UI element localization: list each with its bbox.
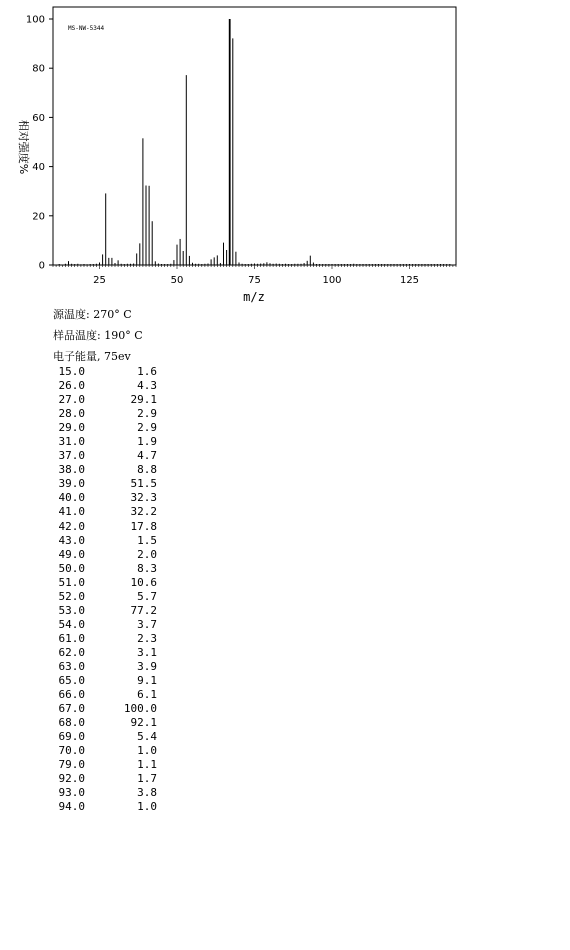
peak-mz: 65.0 <box>58 674 85 688</box>
peak-mz: 93.0 <box>58 786 85 800</box>
peak-row <box>53 365 173 379</box>
peak-mz: 40.0 <box>58 491 85 505</box>
x-tick-label: 75 <box>248 275 261 286</box>
x-tick-label: 125 <box>399 275 420 286</box>
peak-row <box>53 688 173 702</box>
peak-intensity: 1.6 <box>137 365 157 378</box>
peak-mz: 94.0 <box>58 800 85 814</box>
peak-row <box>53 730 173 744</box>
x-axis-label: m/z <box>243 290 265 304</box>
peak-row <box>53 604 173 618</box>
mass-spectrum-chart <box>0 0 570 310</box>
peak-row <box>53 421 173 435</box>
peak-mz: 54.0 <box>58 617 85 631</box>
peak-intensity: 29.1 <box>130 393 157 407</box>
peak-row <box>53 800 173 814</box>
peak-intensity: 32.2 <box>130 505 157 519</box>
peak-row <box>53 407 173 421</box>
peak-row <box>53 772 173 786</box>
peak-mz: 61.0 <box>58 631 85 645</box>
x-tick-label: 50 <box>170 275 184 286</box>
peak-row <box>53 716 173 730</box>
peak-mz: 29.0 <box>58 421 85 435</box>
y-tick-label: 100 <box>25 14 45 26</box>
peak-row <box>53 520 173 534</box>
peak-intensity: 8.3 <box>137 561 157 575</box>
peak-intensity: 2.3 <box>137 631 157 645</box>
peak-mz: 66.0 <box>58 688 85 702</box>
peak-row <box>53 618 173 632</box>
y-tick-label: 60 <box>32 112 45 124</box>
peak-intensity: 5.4 <box>137 730 157 744</box>
peak-mz: 79.0 <box>58 758 85 772</box>
x-tick-label: 25 <box>93 275 106 286</box>
peak-mz: 38.0 <box>58 463 85 477</box>
peak-intensity: 3.7 <box>137 617 157 631</box>
peak-intensity: 1.0 <box>137 744 157 758</box>
y-tick-label: 40 <box>32 162 45 174</box>
peak-row <box>53 562 173 576</box>
x-axis <box>53 265 456 286</box>
peak-intensity: 100.0 <box>123 702 157 716</box>
peak-row <box>53 505 173 519</box>
y-tick-label: 80 <box>32 63 45 75</box>
peak-mz: 53.0 <box>58 603 85 617</box>
peak-mz: 42.0 <box>58 519 85 533</box>
peak-mz: 92.0 <box>58 772 85 786</box>
peak-intensity: 3.8 <box>137 786 157 800</box>
peak-row <box>53 576 173 590</box>
peak-intensity: 1.7 <box>137 772 157 786</box>
peak-row <box>53 702 173 716</box>
peak-mz: 41.0 <box>58 505 85 519</box>
peak-mz: 37.0 <box>58 449 85 463</box>
peak-mz: 15.0 <box>58 365 85 378</box>
peak-mz: 31.0 <box>58 435 85 449</box>
peak-row <box>53 534 173 548</box>
peak-mz: 69.0 <box>58 730 85 744</box>
peak-intensity: 4.3 <box>137 379 157 393</box>
peak-row <box>53 449 173 463</box>
peak-row <box>53 393 173 407</box>
peak-row <box>53 590 173 604</box>
peak-intensity: 1.5 <box>137 533 157 547</box>
peak-intensity: 5.7 <box>137 589 157 603</box>
peak-mz: 70.0 <box>58 744 85 758</box>
peak-intensity: 32.3 <box>130 491 157 505</box>
peak-row <box>53 786 173 800</box>
peak-row <box>53 548 173 562</box>
peak-mz: 50.0 <box>58 561 85 575</box>
peak-mz: 52.0 <box>58 589 85 603</box>
y-tick-label: 20 <box>32 211 45 223</box>
peak-intensity: 3.9 <box>137 659 157 673</box>
peak-row <box>53 660 173 674</box>
peak-bars <box>59 19 450 265</box>
peak-mz: 28.0 <box>58 407 85 421</box>
peak-row <box>53 744 173 758</box>
peak-intensity: 17.8 <box>130 519 157 533</box>
peak-row <box>53 435 173 449</box>
peak-intensity: 9.1 <box>137 674 157 688</box>
peak-intensity: 1.1 <box>137 758 157 772</box>
peak-row <box>53 463 173 477</box>
peak-table <box>53 365 173 815</box>
peak-intensity: 1.0 <box>137 800 157 814</box>
peak-mz: 26.0 <box>58 379 85 393</box>
peak-intensity: 3.1 <box>137 645 157 659</box>
peak-mz: 67.0 <box>58 702 85 716</box>
peak-mz: 39.0 <box>58 477 85 491</box>
peak-mz: 51.0 <box>58 575 85 589</box>
peak-row <box>53 758 173 772</box>
peak-mz: 49.0 <box>58 547 85 561</box>
plot-frame <box>53 7 456 265</box>
peak-intensity: 2.0 <box>137 547 157 561</box>
peak-row <box>53 491 173 505</box>
peak-intensity: 1.9 <box>137 435 157 449</box>
electron-energy: 电子能量, 75ev <box>53 350 131 363</box>
peak-row <box>53 477 173 491</box>
peak-intensity: 10.6 <box>130 575 157 589</box>
peak-intensity: 2.9 <box>137 421 157 435</box>
peak-intensity: 51.5 <box>130 477 157 491</box>
peak-row <box>53 646 173 660</box>
source-temperature: 源温度: 270° C <box>53 308 132 321</box>
peak-row <box>53 632 173 646</box>
peak-intensity: 4.7 <box>137 449 157 463</box>
peak-row <box>53 674 173 688</box>
peak-intensity: 8.8 <box>137 463 157 477</box>
peak-intensity: 2.9 <box>137 407 157 421</box>
peak-intensity: 77.2 <box>130 603 157 617</box>
spectrum-id-annotation: MS-NW-5344 <box>68 25 105 32</box>
peak-mz: 27.0 <box>58 393 85 407</box>
peak-intensity: 92.1 <box>130 716 157 730</box>
x-tick-label: 100 <box>322 275 342 286</box>
sample-temperature: 样品温度: 190° C <box>53 329 143 342</box>
peak-mz: 63.0 <box>58 659 85 673</box>
y-tick-label: 0 <box>38 260 45 272</box>
peak-mz: 43.0 <box>58 533 85 547</box>
peak-mz: 68.0 <box>58 716 85 730</box>
peak-intensity: 6.1 <box>137 688 157 702</box>
peak-mz: 62.0 <box>58 645 85 659</box>
y-axis-label: 相对强度% <box>17 119 30 175</box>
peak-row <box>53 379 173 393</box>
